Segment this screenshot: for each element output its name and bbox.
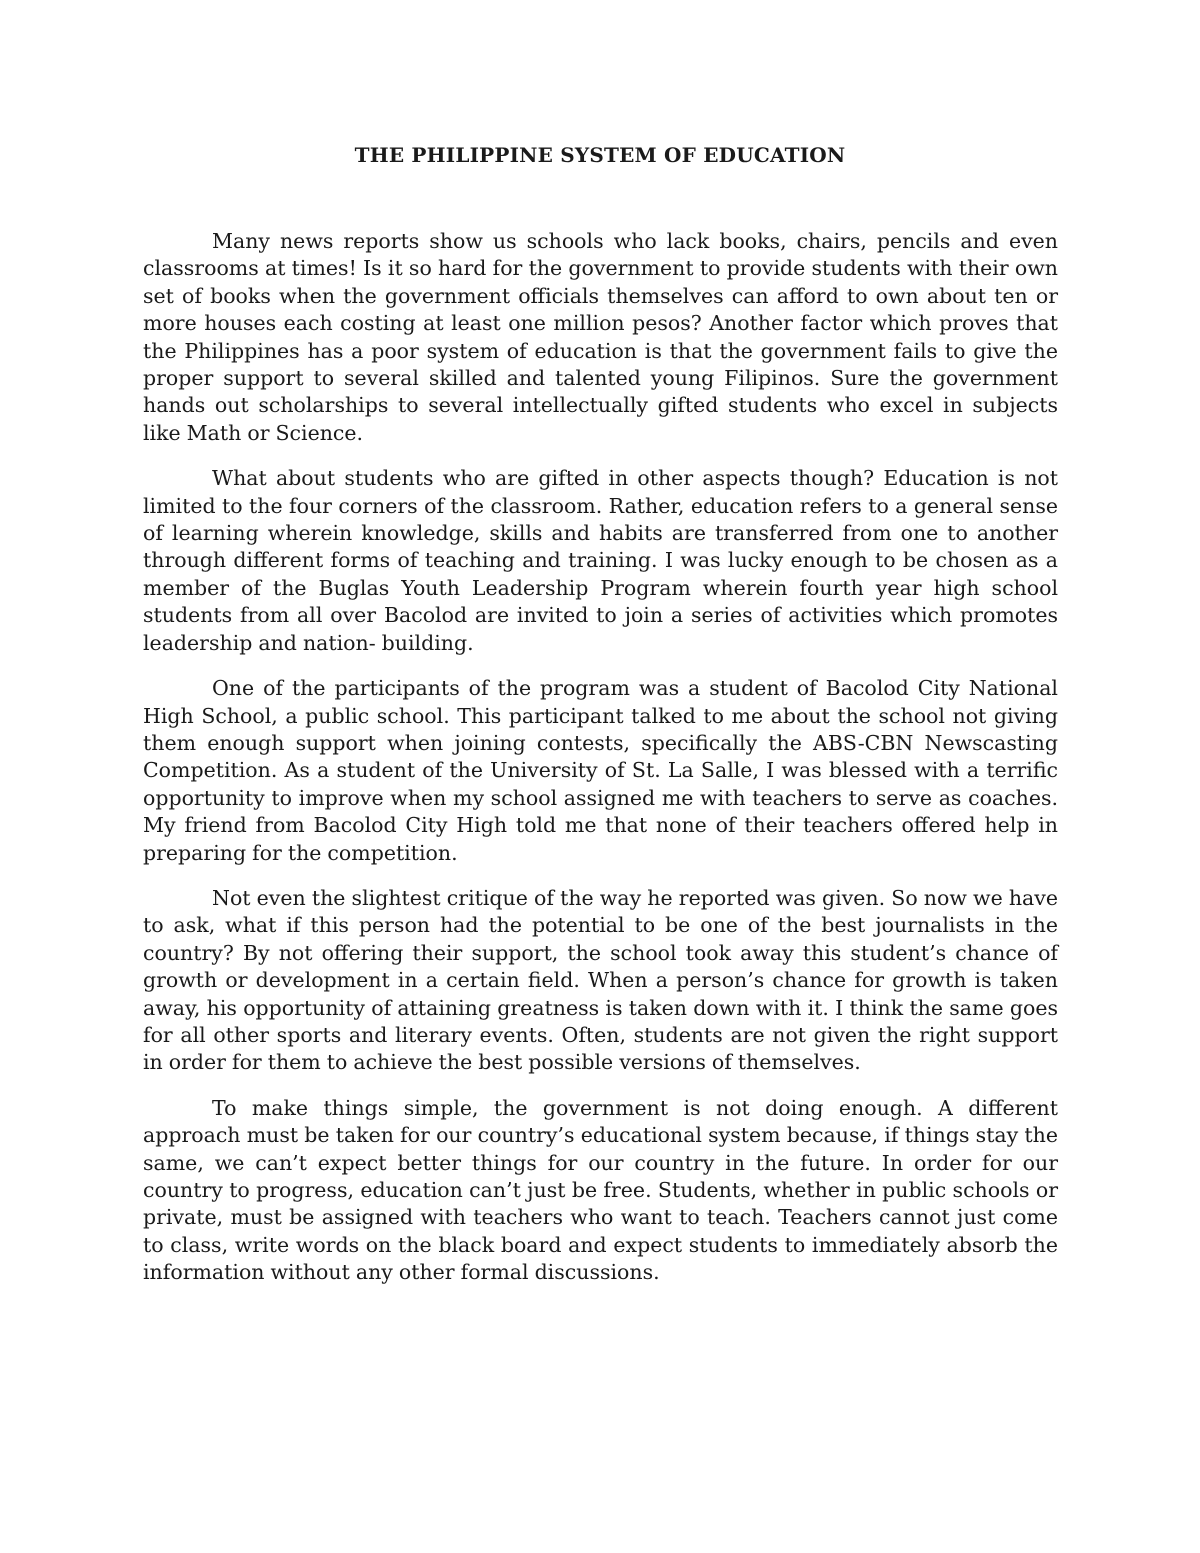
paragraph-3: One of the participants of the program was a student of Bacolod City National High School, a public school. This participant talked to me about the school not giving them enough support when joining contests, specifically the ABS-CBN Newscasting Competition. As a student of the University of St. La Salle, I was blessed with a terrific opportunity to improve when my school assigned me with teachers to serve as coaches. My friend from Bacolod City High told me that none of their teachers offered help in preparing for the competition. — [143, 676, 1058, 865]
document-title: THE PHILIPPINE SYSTEM OF EDUCATION — [354, 143, 846, 167]
paragraph-1: Many news reports show us schools who lack books, chairs, pencils and even classrooms at times! Is it so hard for the government to provide students with their own set of books when the government officials themselves can afford to own about ten or more houses each costing at least one million pesos? Another factor which proves that the Philippines has a poor system of education is that the government fails to give the proper support to several skilled and talented young Filipinos. Sure the government hands out scholarships to several intellectually gifted students who excel in subjects like Math or Science. — [143, 229, 1058, 445]
paragraph-4: Not even the slightest critique of the way he reported was given. So now we have to ask, what if this person had the potential to be one of the best journalists in the country? By not offering their support, the school took away this student’s chance of growth or development in a certain field. When a person’s chance for growth is taken away, his opportunity of attaining greatness is taken down with it. I think the same goes for all other sports and literary events. Often, students are not given the right support in order for them to achieve the best possible versions of themselves. — [143, 885, 1058, 1075]
paragraph-2: What about students who are gifted in other aspects though? Education is not limited to the four corners of the classroom. Rather, education refers to a general sense of learning wherein knowledge, skills and habits are transferred from one to another through different forms of teaching and training. I was lucky enough to be chosen as a member of the Buglas Youth Leadership Program wherein fourth year high school students from all over Bacolod are invited to join a series of activities which promotes leadership and nation- building. — [143, 466, 1058, 655]
paragraph-5: To make things simple, the government is not doing enough. A different approach must be taken for our country’s educational system because, if things stay the same, we can’t expect better things for our country in the future. In order for our country to progress, education can’t just be free. Students, whether in public schools or private, must be assigned with teachers who want to teach. Teachers cannot just come to class, write words on the black board and expect students to immediately absorb the information without any other formal discussions. — [143, 1095, 1058, 1285]
document-body — [143, 228, 1058, 1305]
